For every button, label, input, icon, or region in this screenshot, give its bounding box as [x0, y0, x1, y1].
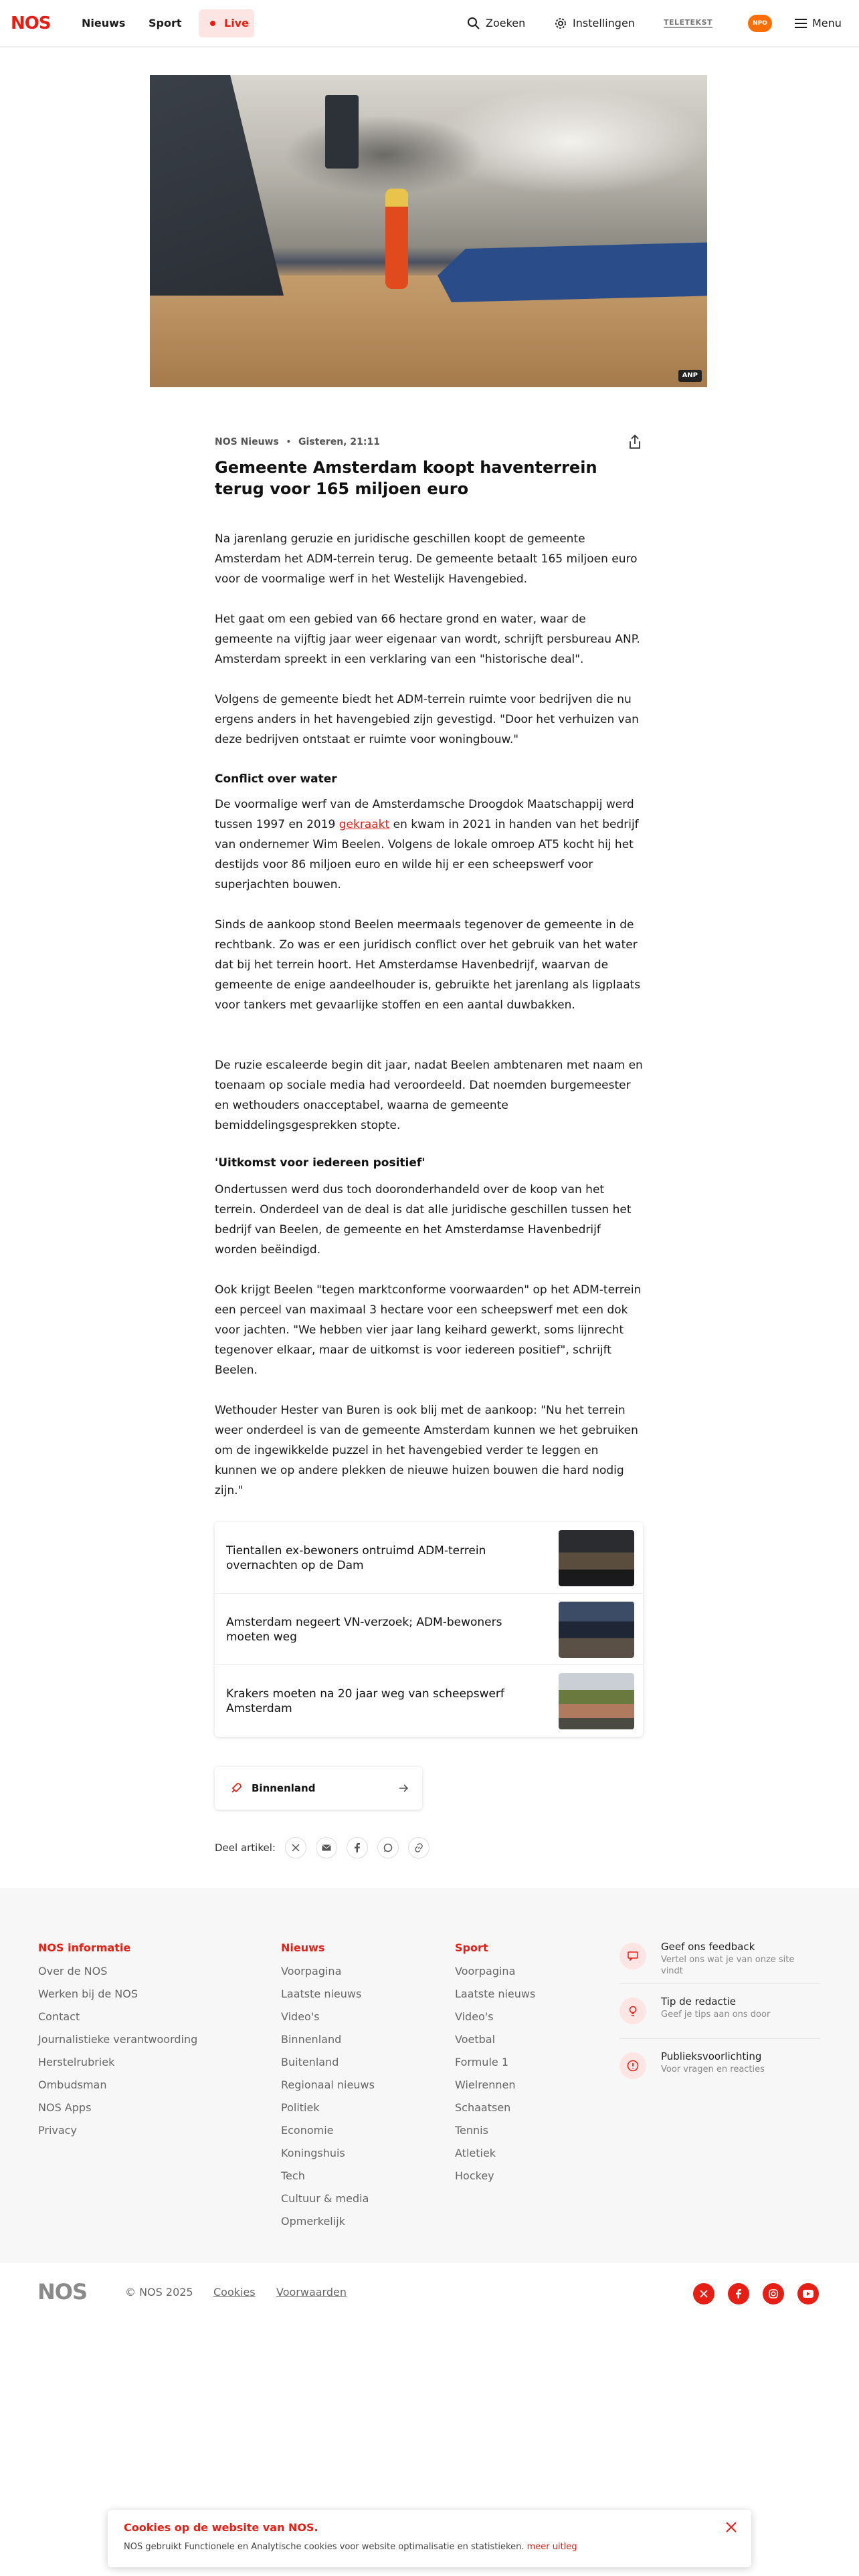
youtube-icon — [803, 2290, 814, 2298]
publieksvoorlichting-link[interactable] — [619, 2050, 820, 2084]
article-paragraph: Volgens de gemeente biedt het ADM-terrein ruimte voor bedrijven die nu ergens anders in het havengebied zijn gevestigd. "Door het verhuizen van deze bedrijven ontstaat er ruimte voor woningbouw." — [215, 693, 639, 746]
feedback-title: Geef ons feedback — [661, 1941, 755, 1953]
footer-link[interactable]: Koningshuis — [281, 2147, 345, 2159]
related-title: Amsterdam negeert VN-verzoek; ADM-bewoners moeten weg — [226, 1616, 502, 1644]
settings-button[interactable] — [554, 16, 635, 31]
tip-link[interactable] — [619, 1995, 820, 2030]
divider — [619, 1983, 820, 1984]
share-row — [215, 1837, 439, 1858]
related-article[interactable] — [215, 1522, 643, 1594]
top-navigation — [0, 0, 859, 47]
footer-link[interactable]: Herstelrubriek — [38, 2056, 115, 2068]
menu-button[interactable] — [795, 16, 842, 31]
footer-heading: Sport — [455, 1941, 488, 1954]
article-paragraph: Wethouder Hester van Buren is ook blij met de aankoop: "Nu het terrein weer onderdeel is van de gemeente Amsterdam kunnen we het gebruiken om de ingewikkelde puzzel in het havengebied verder te leggen en kunnen we op andere plekken de nieuwe huizen bouwen die hard nodig zijn." — [215, 1404, 638, 1497]
search-button[interactable] — [467, 16, 525, 31]
footer-link[interactable]: Economie — [281, 2124, 334, 2137]
x-icon — [700, 2290, 708, 2298]
footer-link[interactable]: Laatste nieuws — [281, 1988, 362, 2000]
cookie-more-link[interactable]: meer uitleg — [527, 2542, 577, 2552]
publieksvoorlichting-subtitle: Voor vragen en reacties — [661, 2064, 765, 2074]
info-icon — [619, 2052, 646, 2079]
nav-sport[interactable]: Sport — [149, 17, 182, 29]
footer-nos-logo: NOS — [37, 2279, 88, 2304]
hamburger-icon — [795, 19, 807, 28]
related-title: Krakers moeten na 20 jaar weg van scheepswerf Amsterdam — [226, 1687, 504, 1715]
article-paragraph: Na jarenlang geruzie en juridische geschillen koopt de gemeente Amsterdam het ADM-terrein terug. De gemeente betaalt 165 miljoen euro voor de voormalige werf in het Westelijk Havengebied. — [215, 532, 638, 586]
footer-link[interactable]: Voorpagina — [281, 1965, 342, 1977]
arrow-right-icon — [398, 1783, 409, 1794]
article-meta — [215, 435, 380, 449]
live-dot-icon — [210, 21, 215, 26]
nav-nieuws[interactable]: Nieuws — [82, 17, 126, 29]
share-x-button[interactable] — [285, 1837, 306, 1858]
divider — [619, 2038, 820, 2039]
hero-worker — [385, 189, 408, 289]
footer-link[interactable]: Laatste nieuws — [455, 1988, 536, 2000]
cookies-link[interactable]: Cookies — [213, 2286, 256, 2298]
menu-label: Menu — [812, 17, 842, 29]
footer-link[interactable]: Tech — [281, 2169, 305, 2182]
cookie-banner — [108, 2510, 751, 2567]
paragraph-text: en kwam in 2021 in handen van het bedrijf van ondernemer Wim Beelen. Volgens de lokale omroep AT5 kocht hij het destijds voor 86 miljoen euro en wilde hij er een scheepswerf voor superjachten bouwen. — [215, 818, 639, 891]
footer-heading: NOS informatie — [38, 1941, 131, 1954]
article-paragraph: Ondertussen werd dus toch dooronderhandeld over de koop van het terrein. Onderdeel van de deal is dat alle juridische geschillen tussen het bedrijf van Beelen, de gemeente en het Amsterdamse Havenbedrijf worden beëindigd. — [215, 1183, 632, 1257]
footer-link[interactable]: Voetbal — [455, 2033, 496, 2046]
share-facebook-button[interactable] — [347, 1837, 368, 1858]
search-icon — [467, 17, 480, 30]
cookie-title: Cookies op de website van NOS. — [124, 2521, 318, 2534]
feedback-icon — [619, 1943, 646, 1969]
instagram-social-button[interactable] — [763, 2283, 784, 2304]
cookie-text — [124, 2541, 577, 2553]
paragraph-text: De voormalige werf van de Amsterdamsche Droogdok Maatschappij werd tussen 1997 en 2019 — [215, 798, 634, 831]
gear-icon — [554, 17, 567, 30]
footer-link[interactable]: Buitenland — [281, 2056, 339, 2068]
facebook-icon — [355, 1843, 360, 1852]
instagram-icon — [769, 2289, 778, 2298]
feedback-subtitle: Vertel ons wat je van onze site vindt — [661, 1955, 795, 1976]
footer — [0, 1889, 859, 2263]
live-button[interactable] — [199, 9, 254, 37]
link-icon — [414, 1843, 423, 1852]
hero-boat — [438, 235, 707, 302]
feedback-link[interactable] — [619, 1940, 820, 1975]
share-whatsapp-button[interactable] — [377, 1837, 399, 1858]
hero-cloud — [284, 115, 484, 195]
logo-text: NOS — [11, 13, 51, 33]
footer-link[interactable]: Privacy — [38, 2124, 77, 2137]
article-paragraph: Ook krijgt Beelen "tegen marktconforme voorwaarden" op het ADM-terrein een perceel van maximaal 3 hectare voor een scheepswerf met een dok voor jachten. "We hebben vier jaar lang keihard gewerkt, soms lijnrecht tegenover elkaar, maar de uitkomst is voor iedereen positief", schrijft Beelen. — [215, 1283, 642, 1377]
footer-link[interactable]: Atletiek — [455, 2147, 496, 2159]
article-subheading: Conflict over water — [215, 772, 337, 786]
footer-link[interactable]: NOS Apps — [38, 2101, 92, 2114]
share-mail-button[interactable] — [316, 1837, 337, 1858]
photo-credit: ANP — [678, 370, 702, 382]
hero-crane — [150, 75, 284, 296]
article-paragraph: De ruzie escaleerde begin dit jaar, nadat Beelen ambtenaren met naam en toenaam op sociale media had veroordeeld. Dat noemden burgemeester en wethouders onacceptabel, waarna de gemeente bemiddelingsgesprekken stopte. — [215, 1059, 643, 1132]
footer-link[interactable]: Binnenland — [281, 2033, 342, 2046]
footer-link[interactable]: Cultuur & media — [281, 2192, 369, 2205]
whatsapp-icon — [383, 1843, 393, 1852]
footer-link[interactable]: Over de NOS — [38, 1965, 108, 1977]
hero-hook — [325, 95, 359, 169]
gekraakt-link[interactable]: gekraakt — [339, 818, 390, 831]
footer-link[interactable]: Politiek — [281, 2101, 320, 2114]
article-time: Gisteren, 21:11 — [298, 437, 380, 447]
facebook-icon — [736, 2289, 741, 2298]
tag-label: Binnenland — [252, 1782, 316, 1794]
related-thumbnail — [559, 1602, 634, 1658]
footer-link[interactable]: Voorpagina — [455, 1965, 516, 1977]
share-icon[interactable] — [628, 434, 642, 450]
tip-title: Tip de redactie — [661, 1996, 736, 2008]
footer-link[interactable]: Hockey — [455, 2169, 494, 2182]
article-paragraph — [215, 794, 643, 895]
related-articles — [215, 1522, 643, 1737]
terms-link[interactable]: Voorwaarden — [276, 2286, 347, 2298]
footer-heading: Nieuws — [281, 1941, 325, 1954]
tag-binnenland[interactable] — [215, 1767, 422, 1810]
related-title: Tientallen ex-bewoners ontruimd ADM-terrein overnachten op de Dam — [226, 1544, 486, 1572]
footer-link[interactable]: Opmerkelijk — [281, 2215, 345, 2228]
article-paragraph: Sinds de aankoop stond Beelen meermaals tegenover de gemeente in de rechtbank. Zo was er een juridisch conflict over het gebruik van het water dat bij het terrein hoort. Het Amsterdamse Havenbedrijf, waarvan de gemeente de enige aandeelhouder is, gebruikte het jarenlang als ligplaats voor tankers met gevaarlijke stoffen en een aantal duwbakken. — [215, 918, 641, 1012]
footer-link[interactable]: Regionaal nieuws — [281, 2078, 375, 2091]
live-label: Live — [224, 17, 249, 29]
article-source: NOS Nieuws — [215, 437, 279, 447]
hero-image — [150, 75, 707, 387]
related-article[interactable] — [215, 1594, 643, 1665]
publieksvoorlichting-title: Publieksvoorlichting — [661, 2050, 762, 2062]
article-subheading: 'Uitkomst voor iedereen positief' — [215, 1156, 425, 1170]
close-icon[interactable] — [723, 2519, 739, 2535]
x-social-button[interactable] — [693, 2283, 714, 2304]
cookie-description: NOS gebruikt Functionele en Analytische cookies voor website optimalisatie en statistieken. — [124, 2542, 524, 2552]
article-paragraph: Het gaat om een gebied van 66 hectare grond en water, waar de gemeente na vijftig jaar weer eigenaar van wordt, schrijft persbureau ANP. Amsterdam spreekt in een verklaring van een "historische deal". — [215, 613, 640, 666]
teletekst-link[interactable]: TELETEKST — [664, 18, 713, 27]
footer-link[interactable]: Schaatsen — [455, 2101, 511, 2114]
facebook-social-button[interactable] — [728, 2283, 749, 2304]
article-title: Gemeente Amsterdam koopt haventerrein terug voor 165 miljoen euro — [215, 458, 597, 498]
search-label: Zoeken — [486, 17, 526, 29]
footer-link[interactable]: Contact — [38, 2010, 80, 2023]
share-link-button[interactable] — [408, 1837, 430, 1858]
footer-link[interactable]: Formule 1 — [455, 2056, 508, 2068]
footer-link[interactable]: Journalistieke verantwoording — [38, 2033, 198, 2046]
mail-icon — [322, 1844, 331, 1851]
tip-subtitle: Geef je tips aan ons door — [661, 2010, 771, 2020]
footer-link[interactable]: Tennis — [455, 2124, 488, 2137]
rocket-icon — [229, 1782, 243, 1795]
footer-link[interactable]: Ombudsman — [38, 2078, 107, 2091]
footer-link[interactable]: Video's — [281, 2010, 320, 2023]
footer-link[interactable]: Wielrennen — [455, 2078, 516, 2091]
bottom-bar — [0, 2264, 859, 2314]
footer-link[interactable]: Werken bij de NOS — [38, 1988, 138, 2000]
lightbulb-icon — [619, 1998, 646, 2024]
related-article[interactable] — [215, 1665, 643, 1737]
settings-label: Instellingen — [573, 17, 635, 29]
share-label: Deel artikel: — [215, 1842, 276, 1854]
x-icon — [292, 1844, 300, 1852]
copyright: © NOS 2025 — [125, 2286, 193, 2298]
related-thumbnail — [559, 1530, 634, 1586]
related-thumbnail — [559, 1673, 634, 1729]
npo-logo[interactable]: NPO — [748, 15, 772, 32]
meta-separator: • — [286, 437, 292, 447]
nos-logo[interactable] — [11, 15, 56, 32]
youtube-social-button[interactable] — [797, 2283, 819, 2304]
footer-link[interactable]: Video's — [455, 2010, 494, 2023]
